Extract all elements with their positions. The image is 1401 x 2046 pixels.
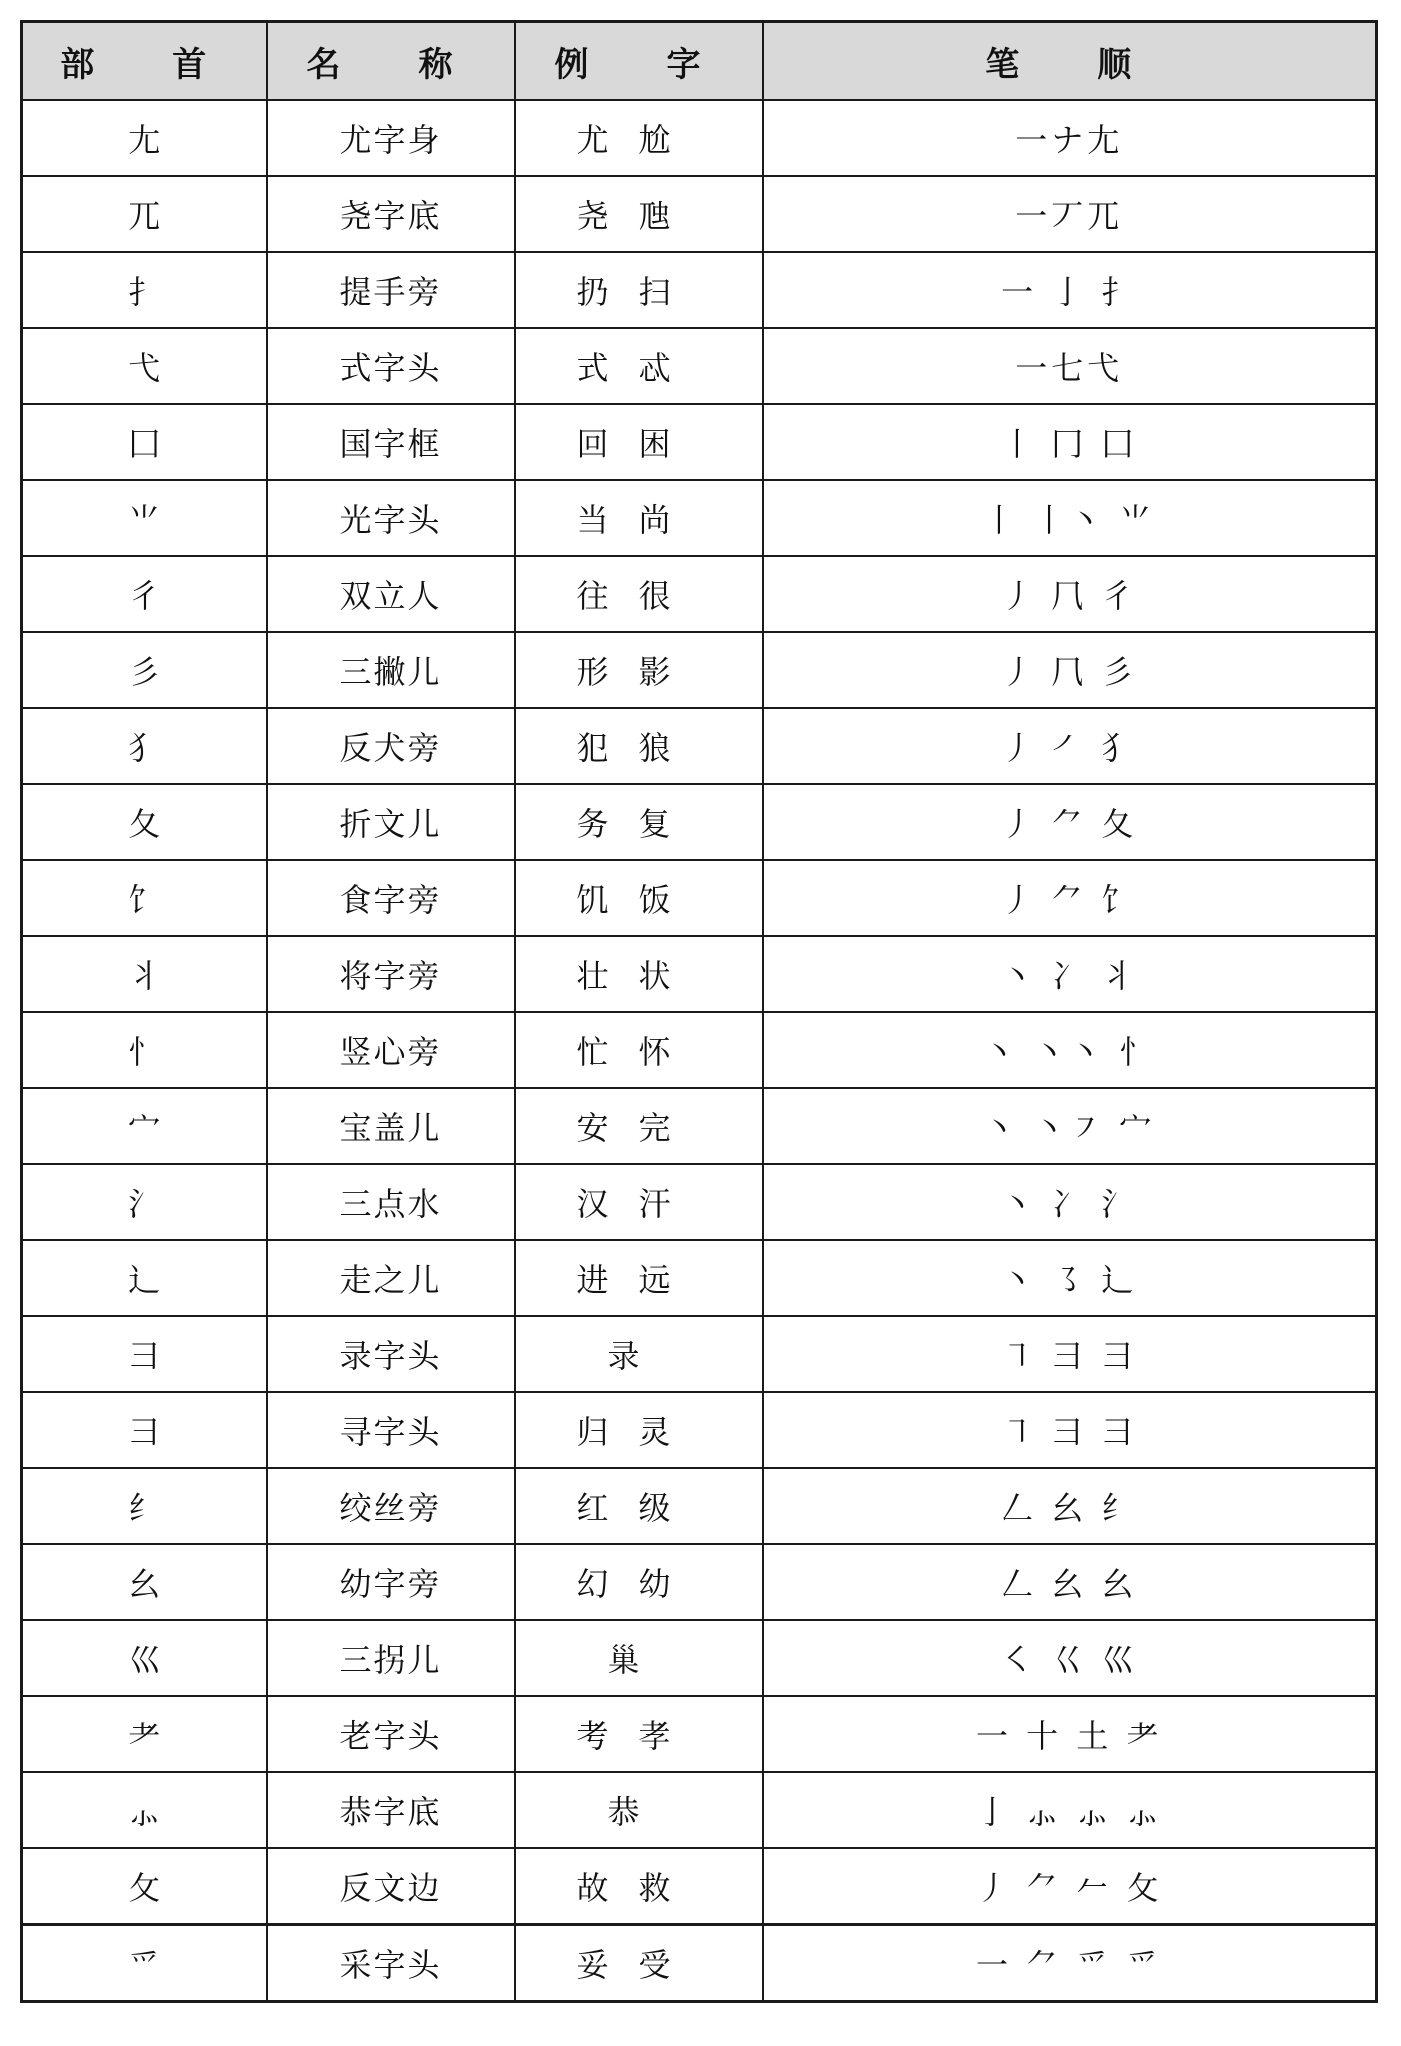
- stroke-order-cell: 丿 ㇒ 犭: [763, 708, 1377, 784]
- table-row: [22, 1925, 1377, 2002]
- name-cell: 走之儿: [267, 1240, 515, 1316]
- stroke-order-cell: 丨 冂 囗: [763, 404, 1377, 480]
- radical-cell: 尢: [22, 100, 267, 176]
- name-cell: 采字头: [267, 1925, 515, 2002]
- stroke-order-cell: 丿 ⺇ 彡: [763, 632, 1377, 708]
- radical-cell: 纟: [22, 1468, 267, 1544]
- radical-cell: 氵: [22, 1164, 267, 1240]
- examples-cell: 扔扫: [515, 252, 763, 328]
- radical-cell: 饣: [22, 860, 267, 936]
- radical-cell: 忄: [22, 1012, 267, 1088]
- name-cell: 恭字底: [267, 1772, 515, 1848]
- examples-cell: 安完: [515, 1088, 763, 1164]
- name-cell: 宝盖儿: [267, 1088, 515, 1164]
- stroke-order-cell: 丨 丨丶 ⺌: [763, 480, 1377, 556]
- table-row: [22, 936, 1377, 1012]
- stroke-order-cell: 丿 ⺈ 𠂉 攵: [763, 1848, 1377, 1925]
- table-row: [22, 708, 1377, 784]
- table-row: [22, 1240, 1377, 1316]
- examples-cell: 妥受: [515, 1925, 763, 2002]
- name-cell: 反犬旁: [267, 708, 515, 784]
- examples-cell: 形影: [515, 632, 763, 708]
- table-row: [22, 556, 1377, 632]
- stroke-order-cell: 一 ⺈ 爫 爫: [763, 1925, 1377, 2002]
- table-row: [22, 1316, 1377, 1392]
- radical-cell: 彐: [22, 1316, 267, 1392]
- radical-cell: 彡: [22, 632, 267, 708]
- header-radical: 部 首: [22, 22, 267, 101]
- name-cell: 三撇儿: [267, 632, 515, 708]
- stroke-order-cell: 丿 ⺈ 饣: [763, 860, 1377, 936]
- radical-reference-sheet: [20, 20, 1375, 2015]
- radical-cell: 囗: [22, 404, 267, 480]
- radical-cell: 爫: [22, 1925, 267, 2002]
- name-cell: 尤字身: [267, 100, 515, 176]
- examples-cell: 归灵: [515, 1392, 763, 1468]
- header-row: [22, 22, 1377, 101]
- table-row: [22, 1620, 1377, 1696]
- radical-cell: 宀: [22, 1088, 267, 1164]
- stroke-order-cell: 丶 丶丶 忄: [763, 1012, 1377, 1088]
- stroke-order-cell: ㇕ ⺕ 彐: [763, 1392, 1377, 1468]
- radical-cell: 彐: [22, 1392, 267, 1468]
- name-cell: 将字旁: [267, 936, 515, 1012]
- examples-cell: 尧虺: [515, 176, 763, 252]
- examples-cell: 巢: [515, 1620, 763, 1696]
- table-body: [22, 100, 1377, 2002]
- name-cell: 尧字底: [267, 176, 515, 252]
- radical-cell: ⺌: [22, 480, 267, 556]
- stroke-order-cell: 一ナ尢: [763, 100, 1377, 176]
- examples-cell: 考孝: [515, 1696, 763, 1772]
- name-cell: 光字头: [267, 480, 515, 556]
- table-row: [22, 328, 1377, 404]
- name-cell: 式字头: [267, 328, 515, 404]
- table-row: [22, 100, 1377, 176]
- radical-cell: ⺗: [22, 1772, 267, 1848]
- stroke-order-cell: 丿 ⺈ 夂: [763, 784, 1377, 860]
- radical-table: [20, 20, 1378, 2003]
- table-row: [22, 860, 1377, 936]
- examples-cell: 幻幼: [515, 1544, 763, 1620]
- name-cell: 国字框: [267, 404, 515, 480]
- table-header: [22, 22, 1377, 101]
- stroke-order-cell: ㇕ ⺕ 彐: [763, 1316, 1377, 1392]
- examples-cell: 犯狼: [515, 708, 763, 784]
- examples-cell: 尤尬: [515, 100, 763, 176]
- stroke-order-cell: 一 十 土 耂: [763, 1696, 1377, 1772]
- stroke-order-cell: 亅 ⺗ ⺗ ⺗: [763, 1772, 1377, 1848]
- name-cell: 录字头: [267, 1316, 515, 1392]
- examples-cell: 红级: [515, 1468, 763, 1544]
- stroke-order-cell: 一 亅 扌: [763, 252, 1377, 328]
- stroke-order-cell: 𠃋 幺 幺: [763, 1544, 1377, 1620]
- examples-cell: 恭: [515, 1772, 763, 1848]
- table-row: [22, 1012, 1377, 1088]
- examples-cell: 回困: [515, 404, 763, 480]
- stroke-order-cell: 丶 冫 氵: [763, 1164, 1377, 1240]
- table-row: [22, 1392, 1377, 1468]
- radical-cell: 攵: [22, 1848, 267, 1925]
- examples-cell: 忙怀: [515, 1012, 763, 1088]
- name-cell: 三点水: [267, 1164, 515, 1240]
- name-cell: 三拐儿: [267, 1620, 515, 1696]
- examples-cell: 往很: [515, 556, 763, 632]
- name-cell: 竖心旁: [267, 1012, 515, 1088]
- radical-cell: 夂: [22, 784, 267, 860]
- stroke-order-cell: 丶 冫 丬: [763, 936, 1377, 1012]
- header-name: 名 称: [267, 22, 515, 101]
- stroke-order-cell: 丶 ㇌ 辶: [763, 1240, 1377, 1316]
- name-cell: 绞丝旁: [267, 1468, 515, 1544]
- stroke-order-cell: ㇛ 巜 巛: [763, 1620, 1377, 1696]
- radical-cell: 扌: [22, 252, 267, 328]
- table-row: [22, 784, 1377, 860]
- examples-cell: 当尚: [515, 480, 763, 556]
- name-cell: 双立人: [267, 556, 515, 632]
- examples-cell: 进远: [515, 1240, 763, 1316]
- name-cell: 反文边: [267, 1848, 515, 1925]
- table-row: [22, 480, 1377, 556]
- table-row: [22, 404, 1377, 480]
- examples-cell: 式忒: [515, 328, 763, 404]
- table-row: [22, 632, 1377, 708]
- radical-cell: 幺: [22, 1544, 267, 1620]
- table-row: [22, 1164, 1377, 1240]
- table-row: [22, 1468, 1377, 1544]
- header-examples: 例 字: [515, 22, 763, 101]
- radical-cell: 巛: [22, 1620, 267, 1696]
- examples-cell: 壮状: [515, 936, 763, 1012]
- radical-cell: 丬: [22, 936, 267, 1012]
- name-cell: 折文儿: [267, 784, 515, 860]
- table-row: [22, 1696, 1377, 1772]
- stroke-order-cell: 𠃋 幺 纟: [763, 1468, 1377, 1544]
- radical-cell: 犭: [22, 708, 267, 784]
- table-row: [22, 1088, 1377, 1164]
- radical-cell: 彳: [22, 556, 267, 632]
- table-row: [22, 1544, 1377, 1620]
- examples-cell: 故救: [515, 1848, 763, 1925]
- stroke-order-cell: 一七弋: [763, 328, 1377, 404]
- table-row: [22, 252, 1377, 328]
- radical-cell: 辶: [22, 1240, 267, 1316]
- table-row: [22, 1848, 1377, 1925]
- stroke-order-cell: 一丆兀: [763, 176, 1377, 252]
- name-cell: 寻字头: [267, 1392, 515, 1468]
- examples-cell: 饥饭: [515, 860, 763, 936]
- stroke-order-cell: 丿 ⺇ 彳: [763, 556, 1377, 632]
- radical-cell: 弋: [22, 328, 267, 404]
- name-cell: 提手旁: [267, 252, 515, 328]
- name-cell: 幼字旁: [267, 1544, 515, 1620]
- examples-cell: 务复: [515, 784, 763, 860]
- examples-cell: 录: [515, 1316, 763, 1392]
- name-cell: 老字头: [267, 1696, 515, 1772]
- table-row: [22, 1772, 1377, 1848]
- radical-cell: 耂: [22, 1696, 267, 1772]
- radical-cell: 兀: [22, 176, 267, 252]
- name-cell: 食字旁: [267, 860, 515, 936]
- table-row: [22, 176, 1377, 252]
- stroke-order-cell: 丶 丶㇇ 宀: [763, 1088, 1377, 1164]
- header-stroke-order: 笔 顺: [763, 22, 1377, 101]
- examples-cell: 汉汗: [515, 1164, 763, 1240]
